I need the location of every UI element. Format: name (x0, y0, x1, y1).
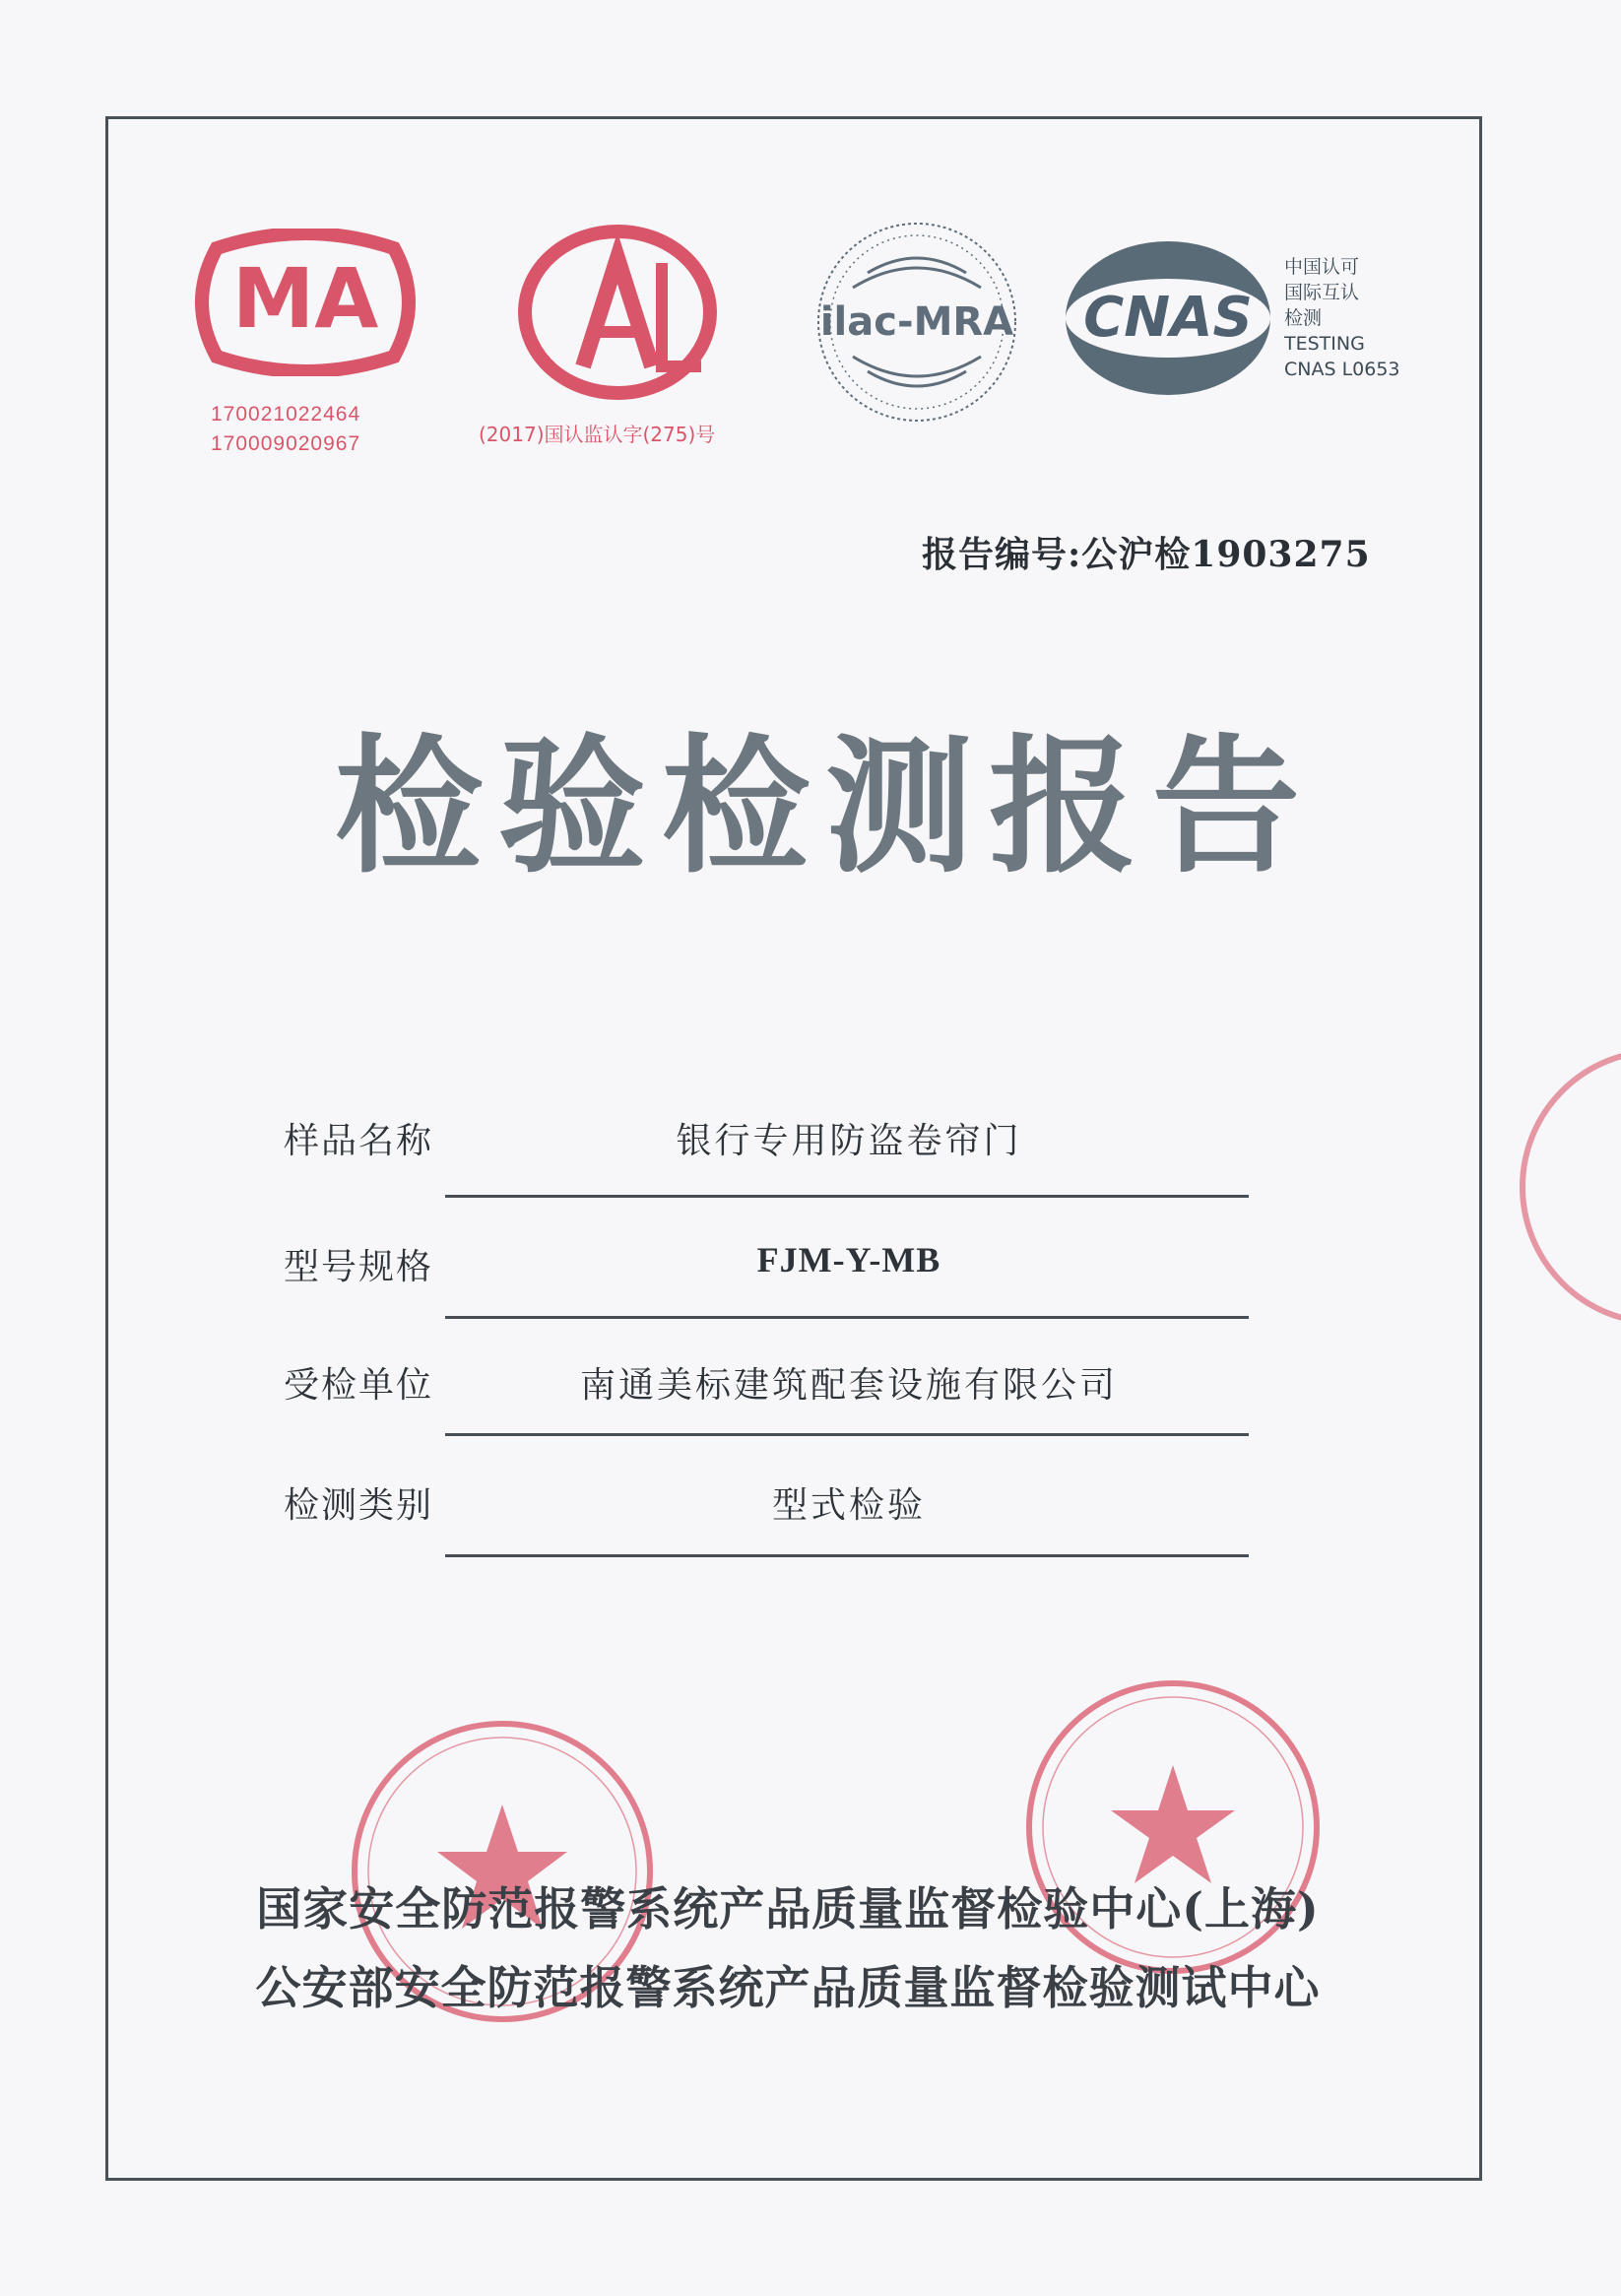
cma-logo (187, 229, 423, 376)
field-label: 型号规格 (284, 1247, 434, 1287)
left-seal-text: 全国安全防范报警系统产品质量监督检验中心(上海) 检验检测专用章 (345, 1714, 375, 1715)
field-value: 型式检验 (771, 1485, 926, 1526)
ilac-logo-text: ilac-MRA (819, 299, 1014, 345)
cnas-line-4: TESTING (1284, 333, 1365, 355)
issuer-line-1: 国家安全防范报警系统产品质量监督检验中心(上海) (256, 1882, 1320, 1935)
edge-seal-text: 公安部安全 质量监 检 (1511, 1044, 1521, 1045)
cma-number-2: 170009020967 (211, 432, 361, 455)
field-value: FJM-Y-MB (756, 1240, 941, 1279)
cal-logo (514, 219, 721, 406)
cal-logo-text: CAL (514, 219, 517, 220)
cma-number-1: 170021022464 (211, 403, 361, 426)
right-seal-text: 公安部安全防范报警系统产品质量检测中心 检验检测专用章 (1020, 1674, 1047, 1675)
cnas-logo (1060, 234, 1276, 402)
report-number: 报告编号:公沪检1903275 (922, 534, 1371, 575)
field-underline (445, 1554, 1249, 1557)
cnas-line-3: 检测 (1284, 307, 1323, 329)
issuer-line-2: 公安部安全防范报警系统产品质量监督检验测试中心 (255, 1961, 1321, 2014)
cnas-line-1: 中国认可 (1284, 256, 1360, 278)
cnas-line-2: 国际互认 (1284, 282, 1360, 303)
cma-numbers (211, 400, 447, 459)
field-underline (445, 1316, 1249, 1319)
cnas-logo-text: CNAS (1083, 286, 1253, 350)
field-label: 检测类别 (284, 1485, 434, 1526)
edge-partial-seal (1511, 1044, 1621, 1334)
cma-logo-text: MA (231, 250, 379, 347)
field-value: 银行专用防盗卷帘门 (676, 1121, 1022, 1161)
field-value: 南通美标建筑配套设施有限公司 (579, 1365, 1118, 1406)
cnas-line-5: CNAS L0653 (1284, 359, 1400, 380)
cal-number: (2017)国认监认字(275)号 (479, 423, 716, 446)
field-label: 受检单位 (284, 1365, 434, 1406)
field-label: 样品名称 (284, 1121, 434, 1161)
cnas-accreditation-text (1284, 254, 1442, 382)
ilac-mra-logo (813, 219, 1020, 426)
field-underline (445, 1433, 1249, 1436)
field-underline (445, 1195, 1249, 1198)
page-title: 检验检测报告 (335, 722, 1317, 893)
